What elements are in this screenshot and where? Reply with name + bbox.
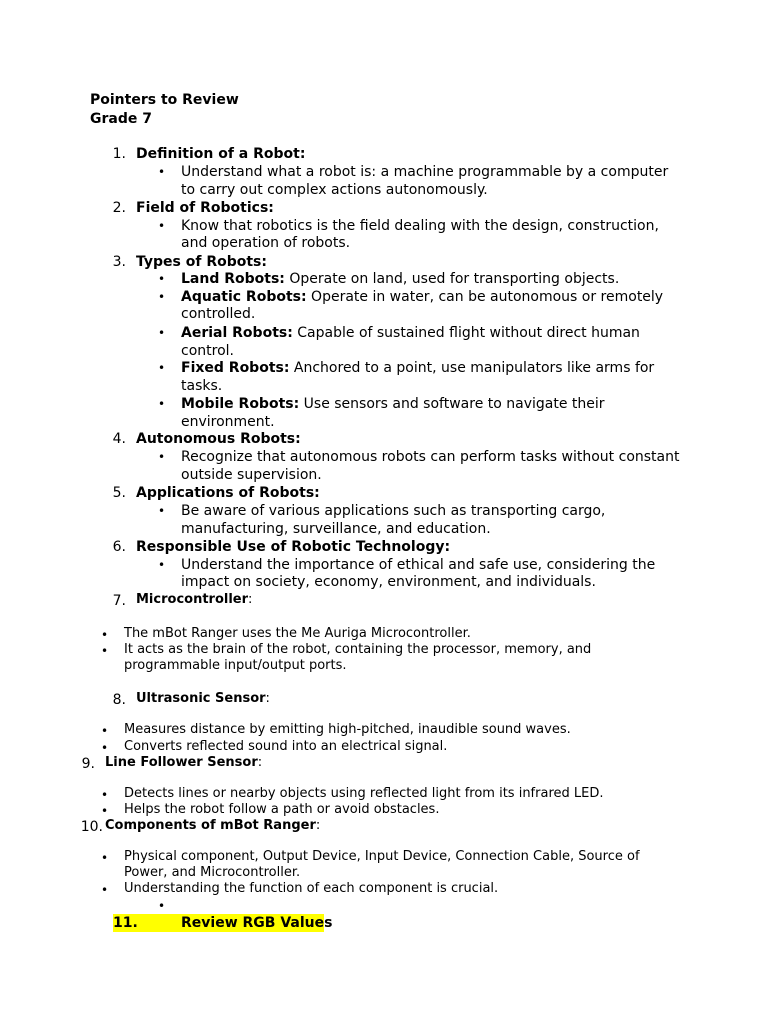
bullet-text: Helps the robot follow a path or avoid obstacles. xyxy=(124,802,440,817)
item-title: Autonomous Robots: xyxy=(136,431,301,447)
item-number: 2. xyxy=(112,200,126,216)
bullet-text: Aerial Robots: Capable of sustained flight without direct human xyxy=(181,325,640,341)
bullet-text: to carry out complex actions autonomously. xyxy=(181,182,488,198)
bullet-icon: • xyxy=(158,450,166,464)
bullet-text: Fixed Robots: Anchored to a point, use manipulators like arms for xyxy=(181,360,655,376)
bullet-icon: • xyxy=(158,397,166,411)
bullet-text: The mBot Ranger uses the Me Auriga Microcontroller. xyxy=(124,626,471,641)
item-number: 6. xyxy=(112,539,126,555)
bullet-text: manufacturing, surveillance, and education. xyxy=(181,521,491,537)
item-number: 8. xyxy=(112,692,126,708)
bullet-icon: • xyxy=(101,883,109,897)
item-number: 4. xyxy=(112,431,126,447)
bullet-icon: • xyxy=(158,326,166,340)
bullet-text: environment. xyxy=(181,414,275,430)
bullet-icon: • xyxy=(101,851,109,865)
bullet-icon: • xyxy=(158,558,166,572)
bullet-text: control. xyxy=(181,343,234,359)
item-title: Field of Robotics: xyxy=(136,200,274,216)
bullet-text: Understand the importance of ethical and safe use, considering the xyxy=(181,557,656,573)
bullet-text: Mobile Robots: Use sensors and software to navigate their xyxy=(181,396,605,412)
item-title: Applications of Robots: xyxy=(136,485,320,501)
grade-label: Grade 7 xyxy=(90,111,152,127)
bullet-icon: • xyxy=(158,165,166,179)
bullet-text: Physical component, Output Device, Input Device, Connection Cable, Source of xyxy=(124,849,640,864)
bullet-icon: • xyxy=(158,899,166,913)
item-title: Components of mBot Ranger: xyxy=(105,818,321,833)
item-title: Responsible Use of Robotic Technology: xyxy=(136,539,451,555)
bullet-text: programmable input/output ports. xyxy=(124,658,347,673)
bullet-icon: • xyxy=(101,788,109,802)
bullet-text: Power, and Microcontroller. xyxy=(124,865,301,880)
bullet-text: Know that robotics is the field dealing with the design, construction, xyxy=(181,218,659,234)
item-title: Definition of a Robot: xyxy=(136,146,306,162)
bullet-icon: • xyxy=(158,272,166,286)
bullet-text: outside supervision. xyxy=(181,467,322,483)
bullet-text: Understanding the function of each component is crucial. xyxy=(124,881,499,896)
bullet-text: controlled. xyxy=(181,306,256,322)
bullet-icon: • xyxy=(158,290,166,304)
bullet-text: Land Robots: Operate on land, used for transporting objects. xyxy=(181,271,620,287)
item-number: 9. xyxy=(81,756,95,772)
item-title-highlighted: Review RGB Values xyxy=(181,915,333,931)
item-title: Microcontroller: xyxy=(136,592,253,607)
item-number: 5. xyxy=(112,485,126,501)
bullet-icon: • xyxy=(158,361,166,375)
bullet-text: tasks. xyxy=(181,378,223,394)
item-title: Types of Robots: xyxy=(136,254,267,270)
bullet-icon: • xyxy=(101,644,109,658)
bullet-icon: • xyxy=(158,504,166,518)
bullet-text: Aquatic Robots: Operate in water, can be autonomous or remotely xyxy=(181,289,664,305)
bullet-text: Be aware of various applications such as transporting cargo, xyxy=(181,503,606,519)
bullet-text: Converts reflected sound into an electrical signal. xyxy=(124,739,448,754)
bullet-text: impact on society, economy, environment, and individuals. xyxy=(181,574,596,590)
document-title: Pointers to Review xyxy=(90,92,239,108)
bullet-text: Recognize that autonomous robots can perform tasks without constant xyxy=(181,449,680,465)
item-number: 1. xyxy=(112,146,126,162)
item-title: Line Follower Sensor: xyxy=(105,755,263,770)
item-number: 7. xyxy=(112,593,126,609)
bullet-text: Measures distance by emitting high-pitched, inaudible sound waves. xyxy=(124,722,571,737)
bullet-text: Detects lines or nearby objects using reflected light from its infrared LED. xyxy=(124,786,604,801)
item-title: Ultrasonic Sensor: xyxy=(136,691,270,706)
bullet-icon: • xyxy=(101,741,109,755)
bullet-icon: • xyxy=(101,724,109,738)
bullet-icon: • xyxy=(101,804,109,818)
bullet-icon: • xyxy=(101,628,109,642)
bullet-text: and operation of robots. xyxy=(181,235,351,251)
item-number: 3. xyxy=(112,254,126,270)
item-number: 11. xyxy=(113,915,138,931)
bullet-icon: • xyxy=(158,219,166,233)
item-number: 10. xyxy=(80,819,103,835)
bullet-text: Understand what a robot is: a machine programmable by a computer xyxy=(181,164,669,180)
bullet-text: It acts as the brain of the robot, containing the processor, memory, and xyxy=(124,642,592,657)
